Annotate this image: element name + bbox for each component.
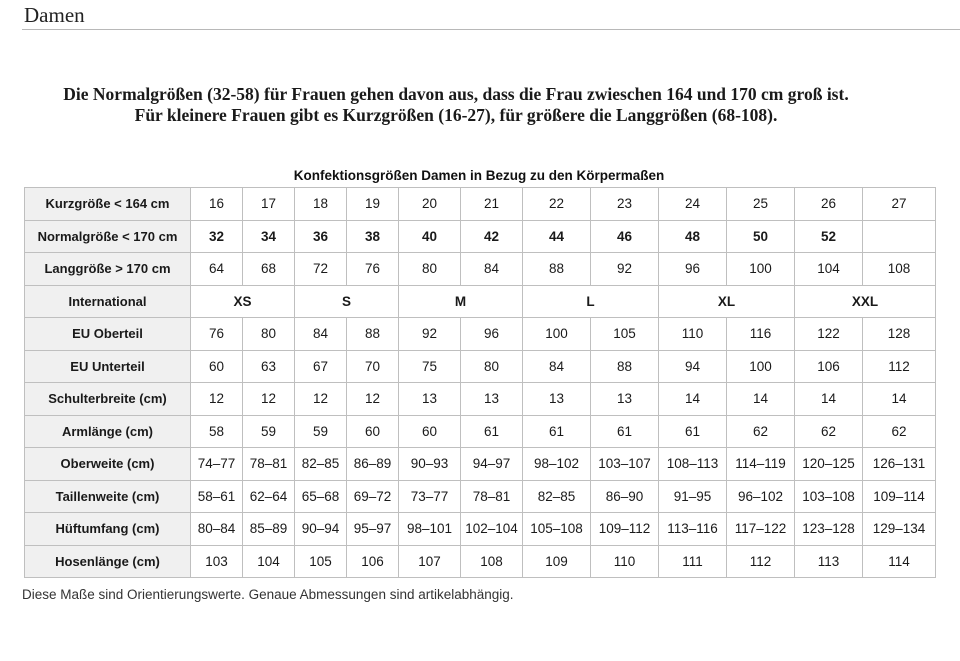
table-cell: 104: [795, 253, 863, 286]
row-label: Schulterbreite (cm): [25, 383, 191, 416]
table-cell: 34: [243, 220, 295, 253]
table-cell: 58–61: [191, 480, 243, 513]
table-cell: 61: [591, 415, 659, 448]
table-cell: 90–93: [399, 448, 461, 481]
page-heading: Damen: [24, 3, 85, 27]
table-cell: 14: [727, 383, 795, 416]
table-cell: 109–112: [591, 513, 659, 546]
table-cell: 80–84: [191, 513, 243, 546]
table-cell: 72: [295, 253, 347, 286]
table-cell: 88: [347, 318, 399, 351]
table-cell: 14: [863, 383, 936, 416]
table-cell: 69–72: [347, 480, 399, 513]
table-cell: 105–108: [523, 513, 591, 546]
table-cell: 58: [191, 415, 243, 448]
table-cell: 67: [295, 350, 347, 383]
table-cell: 98–101: [399, 513, 461, 546]
table-cell: 90–94: [295, 513, 347, 546]
table-cell: 110: [659, 318, 727, 351]
table-cell: 84: [523, 350, 591, 383]
table-cell: 107: [399, 545, 461, 578]
table-cell: 27: [863, 188, 936, 221]
table-cell: 103–108: [795, 480, 863, 513]
table-cell: 18: [295, 188, 347, 221]
table-cell: 12: [295, 383, 347, 416]
table-cell: 82–85: [523, 480, 591, 513]
table-cell: 24: [659, 188, 727, 221]
table-cell: 60: [347, 415, 399, 448]
table-cell: 85–89: [243, 513, 295, 546]
table-cell: 13: [523, 383, 591, 416]
table-cell: 113–116: [659, 513, 727, 546]
intro-line-1: Die Normalgrößen (32-58) für Frauen gehen davon aus, dass die Frau zwieschen 164 und 170 cm groß ist.: [63, 84, 849, 104]
table-cell: 61: [461, 415, 523, 448]
table-cell: 92: [399, 318, 461, 351]
table-cell: 95–97: [347, 513, 399, 546]
table-cell: 105: [591, 318, 659, 351]
table-cell: 36: [295, 220, 347, 253]
table-cell: 42: [461, 220, 523, 253]
row-label: Hosenlänge (cm): [25, 545, 191, 578]
table-cell: 111: [659, 545, 727, 578]
table-cell: 17: [243, 188, 295, 221]
table-cell: 70: [347, 350, 399, 383]
intro-text: [0, 84, 912, 126]
table-cell: 46: [591, 220, 659, 253]
table-cell: 40: [399, 220, 461, 253]
table-cell: 25: [727, 188, 795, 221]
table-cell: 94–97: [461, 448, 523, 481]
table-cell: 92: [591, 253, 659, 286]
row-label: Langgröße > 170 cm: [25, 253, 191, 286]
table-cell: 20: [399, 188, 461, 221]
table-cell: 94: [659, 350, 727, 383]
table-cell: 103–107: [591, 448, 659, 481]
row-label: Armlänge (cm): [25, 415, 191, 448]
table-cell: L: [523, 285, 659, 318]
table-cell: 65–68: [295, 480, 347, 513]
heading-divider: [22, 29, 960, 30]
table-cell: 13: [461, 383, 523, 416]
table-cell: 74–77: [191, 448, 243, 481]
table-cell: 16: [191, 188, 243, 221]
table-cell: 64: [191, 253, 243, 286]
table-cell: [863, 220, 936, 253]
table-row-normalgroesse: [25, 220, 936, 253]
table-cell: 96–102: [727, 480, 795, 513]
table-cell: 108: [461, 545, 523, 578]
table-cell: 78–81: [461, 480, 523, 513]
intro-line-2: Für kleinere Frauen gibt es Kurzgrößen (16-27), für größere die Langgrößen (68-108).: [134, 105, 778, 125]
table-cell: 60: [399, 415, 461, 448]
table-row-schulterbreite: [25, 383, 936, 416]
table-cell: 117–122: [727, 513, 795, 546]
table-cell: 129–134: [863, 513, 936, 546]
table-cell: 113: [795, 545, 863, 578]
table-row-eu-unterteil: [25, 350, 936, 383]
table-row-langgroesse: [25, 253, 936, 286]
table-cell: 123–128: [795, 513, 863, 546]
table-cell: 23: [591, 188, 659, 221]
table-row-taillenweite: [25, 480, 936, 513]
table-cell: 91–95: [659, 480, 727, 513]
table-cell: 80: [461, 350, 523, 383]
table-cell: XL: [659, 285, 795, 318]
table-cell: 12: [347, 383, 399, 416]
table-cell: 61: [523, 415, 591, 448]
row-label: Hüftumfang (cm): [25, 513, 191, 546]
table-cell: 109: [523, 545, 591, 578]
table-cell: 19: [347, 188, 399, 221]
table-cell: 88: [591, 350, 659, 383]
table-cell: 86–90: [591, 480, 659, 513]
table-cell: 96: [659, 253, 727, 286]
table-cell: XS: [191, 285, 295, 318]
table-cell: 108: [863, 253, 936, 286]
table-cell: 22: [523, 188, 591, 221]
row-label: Oberweite (cm): [25, 448, 191, 481]
table-cell: 38: [347, 220, 399, 253]
table-cell: 59: [295, 415, 347, 448]
table-cell: 12: [191, 383, 243, 416]
table-cell: 26: [795, 188, 863, 221]
table-cell: 59: [243, 415, 295, 448]
table-cell: 62: [727, 415, 795, 448]
table-cell: 13: [399, 383, 461, 416]
table-cell: 14: [659, 383, 727, 416]
row-label: Taillenweite (cm): [25, 480, 191, 513]
table-cell: 82–85: [295, 448, 347, 481]
table-caption: Konfektionsgrößen Damen in Bezug zu den Körpermaßen: [293, 168, 665, 183]
table-cell: 76: [347, 253, 399, 286]
table-cell: 114–119: [727, 448, 795, 481]
table-cell: 110: [591, 545, 659, 578]
table-cell: 100: [727, 253, 795, 286]
row-label: Normalgröße < 170 cm: [25, 220, 191, 253]
table-cell: 122: [795, 318, 863, 351]
row-label: International: [25, 285, 191, 318]
table-cell: 78–81: [243, 448, 295, 481]
table-row-armlaenge: [25, 415, 936, 448]
table-cell: 84: [461, 253, 523, 286]
table-cell: 108–113: [659, 448, 727, 481]
table-cell: 32: [191, 220, 243, 253]
table-cell: 100: [523, 318, 591, 351]
table-cell: 44: [523, 220, 591, 253]
table-cell: 62: [863, 415, 936, 448]
table-cell: 84: [295, 318, 347, 351]
table-cell: 102–104: [461, 513, 523, 546]
table-cell: 48: [659, 220, 727, 253]
size-chart-table: [24, 187, 936, 578]
table-cell: 112: [863, 350, 936, 383]
row-label: EU Oberteil: [25, 318, 191, 351]
table-cell: 21: [461, 188, 523, 221]
table-cell: 50: [727, 220, 795, 253]
table-cell: 104: [243, 545, 295, 578]
table-cell: 62: [795, 415, 863, 448]
table-cell: 60: [191, 350, 243, 383]
table-cell: 14: [795, 383, 863, 416]
table-row-oberweite: [25, 448, 936, 481]
table-cell: 73–77: [399, 480, 461, 513]
table-cell: 13: [591, 383, 659, 416]
table-cell: 61: [659, 415, 727, 448]
table-cell: 109–114: [863, 480, 936, 513]
table-cell: 105: [295, 545, 347, 578]
table-cell: 112: [727, 545, 795, 578]
table-cell: 12: [243, 383, 295, 416]
table-cell: 52: [795, 220, 863, 253]
table-cell: 116: [727, 318, 795, 351]
table-row-hueftumfang: [25, 513, 936, 546]
table-row-eu-oberteil: [25, 318, 936, 351]
table-row-international: [25, 285, 936, 318]
table-cell: S: [295, 285, 399, 318]
table-cell: 80: [399, 253, 461, 286]
footnote: Diese Maße sind Orientierungswerte. Genaue Abmessungen sind artikelabhängig.: [22, 587, 514, 602]
table-cell: 63: [243, 350, 295, 383]
table-row-hosenlaenge: [25, 545, 936, 578]
table-cell: 106: [795, 350, 863, 383]
table-cell: 88: [523, 253, 591, 286]
table-cell: 128: [863, 318, 936, 351]
table-cell: 96: [461, 318, 523, 351]
table-cell: XXL: [795, 285, 936, 318]
table-cell: 120–125: [795, 448, 863, 481]
table-cell: 76: [191, 318, 243, 351]
table-cell: 100: [727, 350, 795, 383]
table-cell: 86–89: [347, 448, 399, 481]
table-cell: 80: [243, 318, 295, 351]
table-cell: 98–102: [523, 448, 591, 481]
table-cell: 68: [243, 253, 295, 286]
row-label: Kurzgröße < 164 cm: [25, 188, 191, 221]
table-cell: 62–64: [243, 480, 295, 513]
table-row-kurzgroesse: [25, 188, 936, 221]
table-cell: 106: [347, 545, 399, 578]
row-label: EU Unterteil: [25, 350, 191, 383]
table-cell: 103: [191, 545, 243, 578]
table-cell: M: [399, 285, 523, 318]
table-cell: 114: [863, 545, 936, 578]
table-cell: 126–131: [863, 448, 936, 481]
table-cell: 75: [399, 350, 461, 383]
